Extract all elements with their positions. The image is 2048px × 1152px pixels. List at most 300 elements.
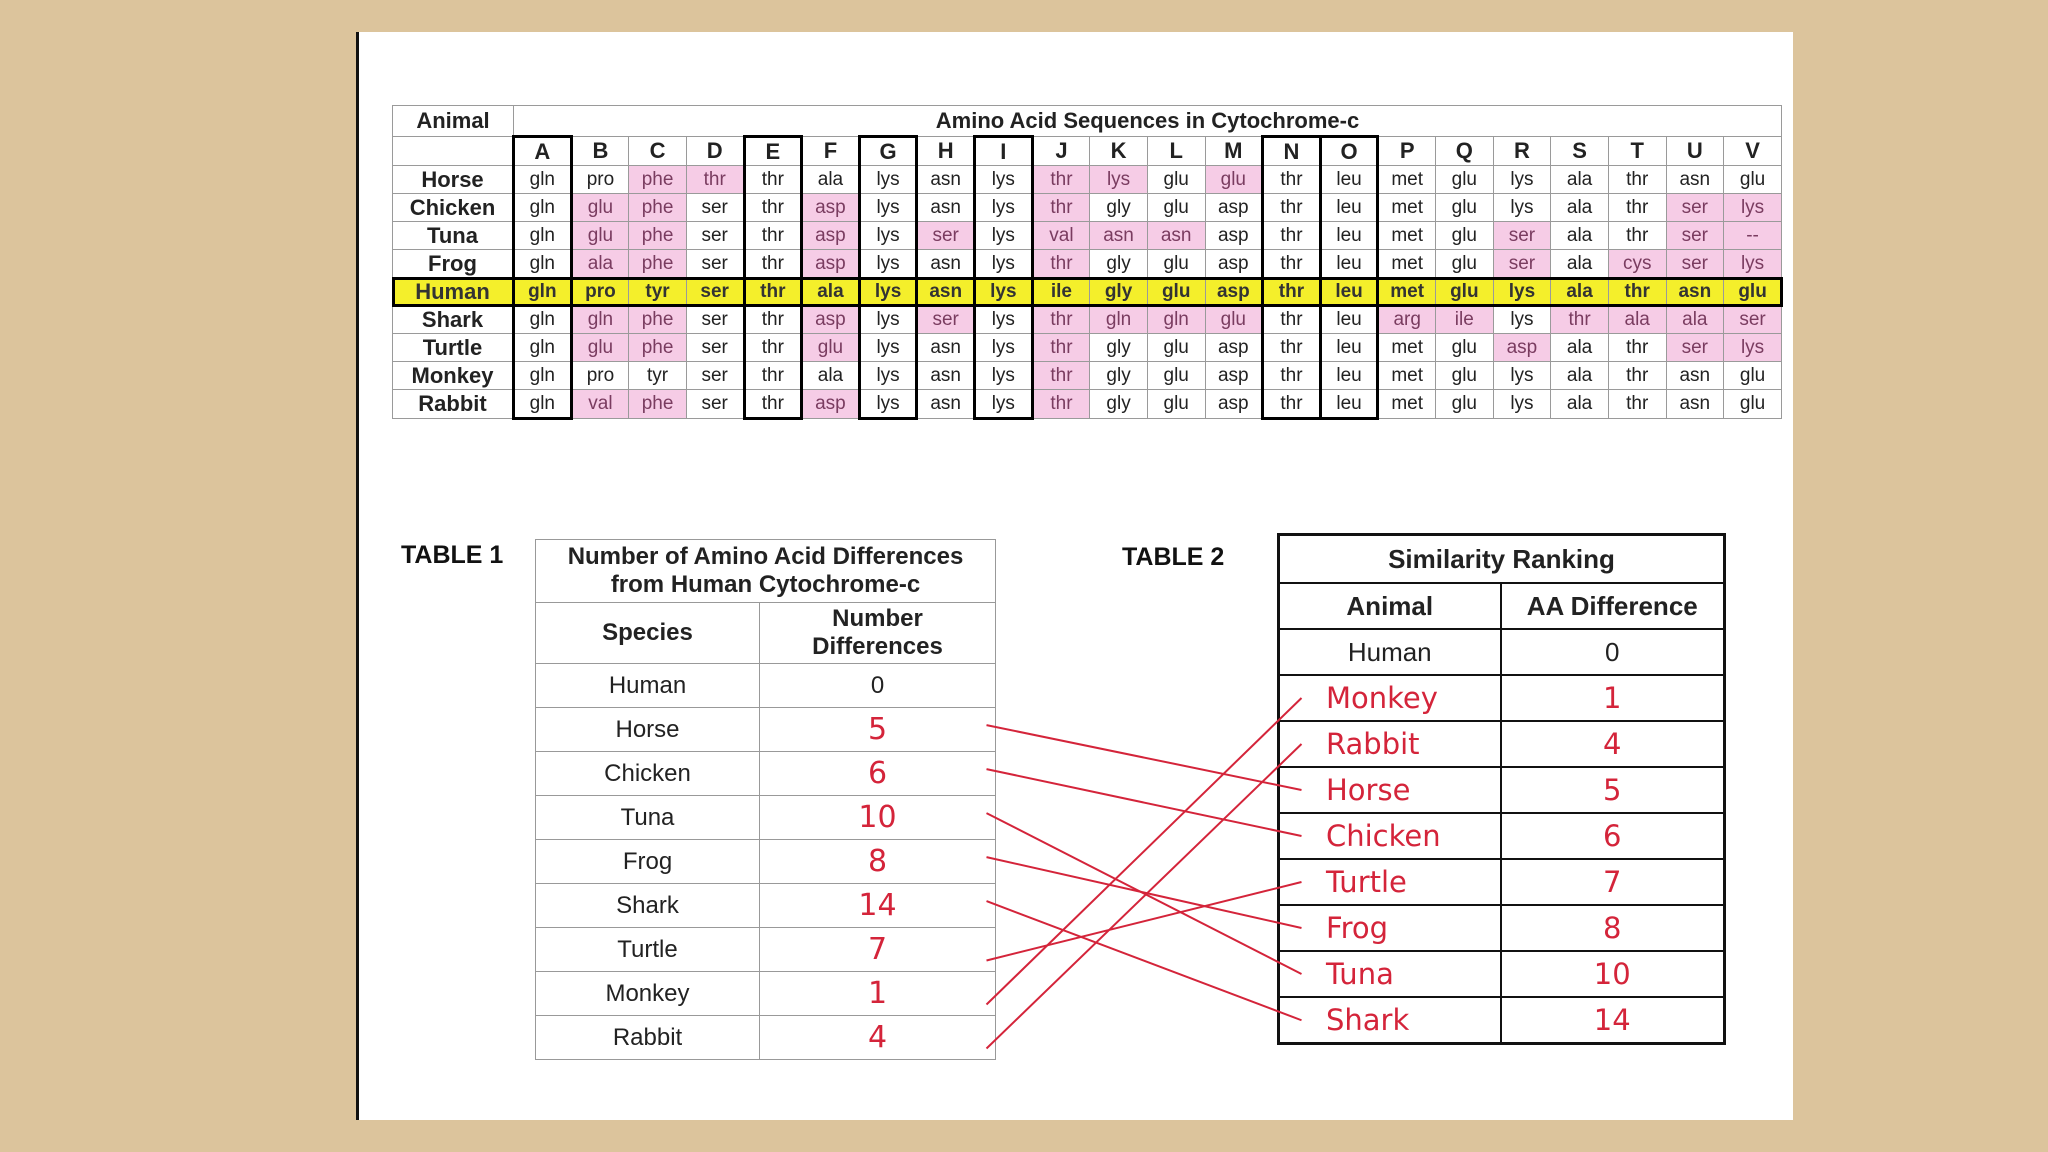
amino-acid-cell: gln bbox=[514, 306, 572, 334]
table2-row bbox=[1279, 905, 1725, 951]
table1-species: Shark bbox=[536, 884, 760, 928]
amino-acid-cell: phe bbox=[629, 390, 687, 419]
table2-similarity-ranking bbox=[1277, 533, 1726, 1045]
table2-value: 14 bbox=[1501, 997, 1725, 1044]
amino-acid-cell: -- bbox=[1724, 222, 1782, 250]
amino-acid-cell: asn bbox=[1147, 222, 1205, 250]
amino-acid-cell: asn bbox=[1666, 390, 1724, 419]
amino-acid-cell: gly bbox=[1090, 250, 1148, 278]
table1-row bbox=[536, 796, 996, 840]
table1-value: 14 bbox=[760, 884, 996, 928]
amino-acid-cell: glu bbox=[1147, 250, 1205, 278]
amino-acid-cell: gln bbox=[514, 194, 572, 222]
table2-value: 6 bbox=[1501, 813, 1725, 859]
amino-acid-cell: thr bbox=[1032, 306, 1090, 334]
amino-acid-cell: val bbox=[571, 390, 629, 419]
amino-acid-cell: glu bbox=[571, 222, 629, 250]
column-letter-r: R bbox=[1493, 137, 1551, 166]
amino-acid-cell: lys bbox=[859, 166, 917, 194]
column-letter-a: A bbox=[514, 137, 572, 166]
table2-animal: Human bbox=[1279, 629, 1501, 675]
amino-acid-cell: ser bbox=[686, 362, 744, 390]
amino-acid-cell: lys bbox=[859, 390, 917, 419]
column-letter-i: I bbox=[975, 137, 1033, 166]
amino-acid-cell: ser bbox=[686, 222, 744, 250]
amino-acid-cell: thr bbox=[744, 250, 802, 278]
amino-acid-cell: glu bbox=[1147, 166, 1205, 194]
amino-acid-cell: glu bbox=[1147, 194, 1205, 222]
amino-acid-cell: ser bbox=[686, 278, 744, 306]
amino-acid-cell: lys bbox=[1724, 250, 1782, 278]
table1-value: 10 bbox=[760, 796, 996, 840]
table2-row bbox=[1279, 951, 1725, 997]
amino-acid-cell: thr bbox=[1032, 166, 1090, 194]
amino-acid-cell: glu bbox=[1436, 334, 1494, 362]
sequence-row-frog bbox=[393, 250, 1782, 278]
table2-animal: Chicken bbox=[1279, 813, 1501, 859]
table2-value: 0 bbox=[1501, 629, 1725, 675]
table1-species: Monkey bbox=[536, 972, 760, 1016]
amino-acid-cell: thr bbox=[744, 362, 802, 390]
amino-acid-cell: glu bbox=[571, 334, 629, 362]
amino-acid-cell: met bbox=[1378, 278, 1436, 306]
amino-acid-cell: lys bbox=[975, 250, 1033, 278]
table1-species: Frog bbox=[536, 840, 760, 884]
column-letter-c: C bbox=[629, 137, 687, 166]
letter-row-blank bbox=[393, 137, 514, 166]
amino-acid-cell: thr bbox=[744, 334, 802, 362]
match-line-horse bbox=[987, 725, 1302, 790]
amino-acid-cell: glu bbox=[571, 194, 629, 222]
amino-acid-cell: ser bbox=[1666, 194, 1724, 222]
table1-number-header-line1: Number bbox=[832, 605, 923, 632]
amino-acid-cell: lys bbox=[975, 166, 1033, 194]
column-letter-p: P bbox=[1378, 137, 1436, 166]
amino-acid-cell: ile bbox=[1032, 278, 1090, 306]
table2-value: 8 bbox=[1501, 905, 1725, 951]
amino-acid-cell: lys bbox=[859, 250, 917, 278]
amino-acid-cell: asn bbox=[917, 194, 975, 222]
amino-acid-cell: ser bbox=[917, 306, 975, 334]
amino-acid-cell: asp bbox=[802, 194, 860, 222]
amino-acid-cell: gln bbox=[1147, 306, 1205, 334]
column-letter-f: F bbox=[802, 137, 860, 166]
amino-acid-cell: leu bbox=[1320, 194, 1378, 222]
amino-acid-cell: met bbox=[1378, 390, 1436, 419]
amino-acid-cell: glu bbox=[1147, 390, 1205, 419]
amino-acid-cell: lys bbox=[859, 222, 917, 250]
amino-acid-cell: val bbox=[1032, 222, 1090, 250]
table2-row bbox=[1279, 629, 1725, 675]
amino-acid-cell: thr bbox=[1608, 362, 1666, 390]
amino-acid-cell: tyr bbox=[629, 362, 687, 390]
amino-acid-cell: leu bbox=[1320, 278, 1378, 306]
amino-acid-cell: cys bbox=[1608, 250, 1666, 278]
amino-acid-cell: glu bbox=[1205, 166, 1263, 194]
table2-animal-header: Animal bbox=[1279, 583, 1501, 629]
table2-value: 5 bbox=[1501, 767, 1725, 813]
amino-acid-cell: glu bbox=[1436, 250, 1494, 278]
amino-acid-cell: thr bbox=[744, 390, 802, 419]
table2-title: Similarity Ranking bbox=[1279, 535, 1725, 584]
amino-acid-cell: met bbox=[1378, 362, 1436, 390]
sequence-row-horse bbox=[393, 166, 1782, 194]
table2-animal: Horse bbox=[1279, 767, 1501, 813]
amino-acid-cell: asp bbox=[1205, 194, 1263, 222]
amino-acid-cell: thr bbox=[744, 222, 802, 250]
table2-value: 4 bbox=[1501, 721, 1725, 767]
amino-acid-cell: glu bbox=[1436, 166, 1494, 194]
table2-row bbox=[1279, 813, 1725, 859]
match-line-tuna bbox=[987, 813, 1302, 974]
amino-acid-cell: ser bbox=[1666, 334, 1724, 362]
animal-name: Tuna bbox=[393, 222, 514, 250]
amino-acid-cell: ala bbox=[1551, 334, 1609, 362]
table1-title bbox=[536, 540, 996, 603]
amino-acid-cell: lys bbox=[975, 194, 1033, 222]
amino-acid-cell: asn bbox=[917, 166, 975, 194]
table1-row bbox=[536, 664, 996, 708]
animal-name: Human bbox=[393, 278, 514, 306]
amino-acid-sequence-table bbox=[392, 105, 1782, 420]
table1-number-header bbox=[760, 603, 996, 664]
amino-acid-cell: glu bbox=[1205, 306, 1263, 334]
amino-acid-cell: ser bbox=[686, 250, 744, 278]
amino-acid-cell: ser bbox=[1493, 250, 1551, 278]
table1-row bbox=[536, 972, 996, 1016]
amino-acid-cell: glu bbox=[1436, 390, 1494, 419]
amino-acid-cell: asn bbox=[917, 278, 975, 306]
sequence-row-tuna bbox=[393, 222, 1782, 250]
amino-acid-cell: thr bbox=[1608, 390, 1666, 419]
amino-acid-cell: thr bbox=[686, 166, 744, 194]
amino-acid-cell: glu bbox=[802, 334, 860, 362]
amino-acid-cell: glu bbox=[1724, 390, 1782, 419]
table1-differences bbox=[535, 539, 996, 1060]
amino-acid-cell: leu bbox=[1320, 390, 1378, 419]
animal-name: Frog bbox=[393, 250, 514, 278]
amino-acid-cell: asp bbox=[802, 250, 860, 278]
amino-acid-cell: ala bbox=[1551, 278, 1609, 306]
amino-acid-cell: asn bbox=[917, 362, 975, 390]
table1-value: 5 bbox=[760, 708, 996, 752]
table1-species: Turtle bbox=[536, 928, 760, 972]
table1-title-line1: Number of Amino Acid Differences bbox=[567, 543, 964, 570]
amino-acid-cell: pro bbox=[571, 362, 629, 390]
table2-row bbox=[1279, 997, 1725, 1044]
amino-acid-cell: ala bbox=[802, 166, 860, 194]
amino-acid-cell: thr bbox=[1608, 278, 1666, 306]
table1-title-line2: from Human Cytochrome-c bbox=[610, 571, 921, 598]
amino-acid-cell: leu bbox=[1320, 306, 1378, 334]
amino-acid-cell: glu bbox=[1436, 222, 1494, 250]
amino-acid-cell: leu bbox=[1320, 250, 1378, 278]
amino-acid-cell: ser bbox=[686, 390, 744, 419]
amino-acid-cell: phe bbox=[629, 194, 687, 222]
table2-animal: Monkey bbox=[1279, 675, 1501, 721]
amino-acid-cell: lys bbox=[975, 390, 1033, 419]
amino-acid-cell: lys bbox=[859, 362, 917, 390]
amino-acid-cell: ser bbox=[1724, 306, 1782, 334]
column-letter-q: Q bbox=[1436, 137, 1494, 166]
amino-acid-cell: ser bbox=[1666, 250, 1724, 278]
column-letter-v: V bbox=[1724, 137, 1782, 166]
column-letter-j: J bbox=[1032, 137, 1090, 166]
amino-acid-cell: thr bbox=[1032, 334, 1090, 362]
amino-acid-cell: gln bbox=[1090, 306, 1148, 334]
amino-acid-cell: lys bbox=[975, 222, 1033, 250]
table1-value: 6 bbox=[760, 752, 996, 796]
amino-acid-cell: leu bbox=[1320, 362, 1378, 390]
table1-species: Human bbox=[536, 664, 760, 708]
amino-acid-cell: gln bbox=[514, 222, 572, 250]
table2-label: TABLE 2 bbox=[1122, 543, 1225, 571]
amino-acid-cell: lys bbox=[1493, 166, 1551, 194]
sequence-row-monkey bbox=[393, 362, 1782, 390]
amino-acid-cell: asp bbox=[1205, 278, 1263, 306]
amino-acid-cell: lys bbox=[975, 362, 1033, 390]
amino-acid-cell: thr bbox=[1263, 194, 1321, 222]
animal-name: Shark bbox=[393, 306, 514, 334]
amino-acid-cell: tyr bbox=[629, 278, 687, 306]
amino-acid-cell: asn bbox=[917, 334, 975, 362]
table1-row bbox=[536, 708, 996, 752]
amino-acid-cell: glu bbox=[1147, 334, 1205, 362]
amino-acid-cell: ser bbox=[917, 222, 975, 250]
amino-acid-cell: lys bbox=[1724, 194, 1782, 222]
amino-acid-cell: met bbox=[1378, 250, 1436, 278]
table1-value: 8 bbox=[760, 840, 996, 884]
amino-acid-cell: glu bbox=[1436, 362, 1494, 390]
table1-species: Tuna bbox=[536, 796, 760, 840]
table2-row bbox=[1279, 767, 1725, 813]
amino-acid-cell: ser bbox=[1666, 222, 1724, 250]
amino-acid-cell: pro bbox=[571, 278, 629, 306]
amino-acid-cell: asn bbox=[1090, 222, 1148, 250]
amino-acid-cell: leu bbox=[1320, 334, 1378, 362]
column-letter-h: H bbox=[917, 137, 975, 166]
sequence-table-title: Amino Acid Sequences in Cytochrome-c bbox=[514, 106, 1782, 137]
amino-acid-cell: lys bbox=[975, 306, 1033, 334]
column-letter-b: B bbox=[571, 137, 629, 166]
sequence-row-chicken bbox=[393, 194, 1782, 222]
sequence-row-turtle bbox=[393, 334, 1782, 362]
amino-acid-cell: ala bbox=[1551, 222, 1609, 250]
amino-acid-cell: lys bbox=[1493, 362, 1551, 390]
amino-acid-cell: gly bbox=[1090, 334, 1148, 362]
amino-acid-cell: ser bbox=[1493, 222, 1551, 250]
amino-acid-cell: gln bbox=[571, 306, 629, 334]
match-line-turtle bbox=[987, 882, 1302, 961]
table2-animal: Rabbit bbox=[1279, 721, 1501, 767]
amino-acid-cell: thr bbox=[1608, 194, 1666, 222]
amino-acid-cell: ala bbox=[1551, 250, 1609, 278]
column-letter-l: L bbox=[1147, 137, 1205, 166]
table1-row bbox=[536, 840, 996, 884]
amino-acid-cell: asp bbox=[1205, 390, 1263, 419]
sequence-row-shark bbox=[393, 306, 1782, 334]
animal-name: Rabbit bbox=[393, 390, 514, 419]
table2-animal: Shark bbox=[1279, 997, 1501, 1044]
amino-acid-cell: asn bbox=[1666, 278, 1724, 306]
amino-acid-cell: met bbox=[1378, 334, 1436, 362]
table1-row bbox=[536, 928, 996, 972]
amino-acid-cell: thr bbox=[1263, 250, 1321, 278]
column-letter-s: S bbox=[1551, 137, 1609, 166]
amino-acid-cell: glu bbox=[1436, 194, 1494, 222]
amino-acid-cell: phe bbox=[629, 166, 687, 194]
amino-acid-cell: leu bbox=[1320, 166, 1378, 194]
amino-acid-cell: thr bbox=[744, 306, 802, 334]
table2-animal: Tuna bbox=[1279, 951, 1501, 997]
amino-acid-cell: asn bbox=[1666, 166, 1724, 194]
amino-acid-cell: gly bbox=[1090, 362, 1148, 390]
amino-acid-cell: glu bbox=[1147, 362, 1205, 390]
animal-name: Turtle bbox=[393, 334, 514, 362]
table2-row bbox=[1279, 721, 1725, 767]
table1-species: Chicken bbox=[536, 752, 760, 796]
table1-species-header: Species bbox=[536, 603, 760, 664]
amino-acid-cell: ala bbox=[802, 362, 860, 390]
table1-row bbox=[536, 752, 996, 796]
amino-acid-cell: ala bbox=[1608, 306, 1666, 334]
match-line-frog bbox=[987, 857, 1302, 928]
amino-acid-cell: gln bbox=[514, 166, 572, 194]
amino-acid-cell: lys bbox=[975, 278, 1033, 306]
table1-value: 7 bbox=[760, 928, 996, 972]
column-letter-g: G bbox=[859, 137, 917, 166]
amino-acid-cell: asp bbox=[802, 222, 860, 250]
amino-acid-cell: thr bbox=[1263, 222, 1321, 250]
amino-acid-cell: thr bbox=[1263, 390, 1321, 419]
amino-acid-cell: thr bbox=[1032, 250, 1090, 278]
amino-acid-cell: leu bbox=[1320, 222, 1378, 250]
amino-acid-cell: lys bbox=[859, 334, 917, 362]
amino-acid-cell: thr bbox=[744, 194, 802, 222]
column-letter-n: N bbox=[1263, 137, 1321, 166]
amino-acid-cell: glu bbox=[1436, 278, 1494, 306]
table1-value: 0 bbox=[760, 664, 996, 708]
amino-acid-cell: lys bbox=[1090, 166, 1148, 194]
amino-acid-cell: thr bbox=[1263, 362, 1321, 390]
amino-acid-cell: gln bbox=[514, 390, 572, 419]
amino-acid-cell: asp bbox=[1493, 334, 1551, 362]
amino-acid-cell: thr bbox=[1551, 306, 1609, 334]
amino-acid-cell: ala bbox=[802, 278, 860, 306]
amino-acid-cell: ala bbox=[571, 250, 629, 278]
amino-acid-cell: met bbox=[1378, 222, 1436, 250]
amino-acid-cell: ser bbox=[686, 194, 744, 222]
amino-acid-cell: asp bbox=[802, 390, 860, 419]
amino-acid-cell: ala bbox=[1666, 306, 1724, 334]
table2-row bbox=[1279, 675, 1725, 721]
table1-species: Rabbit bbox=[536, 1016, 760, 1060]
amino-acid-cell: gly bbox=[1090, 194, 1148, 222]
amino-acid-cell: gln bbox=[514, 250, 572, 278]
amino-acid-cell: lys bbox=[1493, 194, 1551, 222]
amino-acid-cell: asp bbox=[1205, 222, 1263, 250]
table1-number-header-line2: Differences bbox=[812, 633, 943, 660]
amino-acid-cell: asn bbox=[1666, 362, 1724, 390]
match-line-rabbit bbox=[987, 744, 1302, 1049]
amino-acid-cell: lys bbox=[1724, 334, 1782, 362]
table2-diff-header: AA Difference bbox=[1501, 583, 1725, 629]
table1-value: 1 bbox=[760, 972, 996, 1016]
amino-acid-cell: lys bbox=[859, 278, 917, 306]
amino-acid-cell: ile bbox=[1436, 306, 1494, 334]
amino-acid-cell: ser bbox=[686, 306, 744, 334]
amino-acid-cell: glu bbox=[1147, 278, 1205, 306]
slide bbox=[356, 32, 1793, 1120]
sequence-row-rabbit bbox=[393, 390, 1782, 419]
column-letter-t: T bbox=[1608, 137, 1666, 166]
animal-header: Animal bbox=[393, 106, 514, 137]
amino-acid-cell: asp bbox=[1205, 334, 1263, 362]
table2-row bbox=[1279, 859, 1725, 905]
amino-acid-cell: phe bbox=[629, 334, 687, 362]
amino-acid-cell: lys bbox=[1493, 306, 1551, 334]
amino-acid-cell: thr bbox=[1608, 334, 1666, 362]
animal-name: Chicken bbox=[393, 194, 514, 222]
animal-name: Monkey bbox=[393, 362, 514, 390]
column-letter-o: O bbox=[1320, 137, 1378, 166]
table2-animal: Turtle bbox=[1279, 859, 1501, 905]
column-letter-d: D bbox=[686, 137, 744, 166]
match-line-chicken bbox=[987, 769, 1302, 836]
table2-value: 1 bbox=[1501, 675, 1725, 721]
amino-acid-cell: lys bbox=[1493, 278, 1551, 306]
amino-acid-cell: ser bbox=[686, 334, 744, 362]
match-line-monkey bbox=[987, 698, 1302, 1005]
table1-value: 4 bbox=[760, 1016, 996, 1060]
table1-row bbox=[536, 884, 996, 928]
amino-acid-cell: asn bbox=[917, 390, 975, 419]
column-letter-m: M bbox=[1205, 137, 1263, 166]
amino-acid-cell: glu bbox=[1724, 278, 1782, 306]
animal-name: Horse bbox=[393, 166, 514, 194]
column-letter-e: E bbox=[744, 137, 802, 166]
amino-acid-cell: thr bbox=[1608, 166, 1666, 194]
sequence-row-human bbox=[393, 278, 1782, 306]
amino-acid-cell: ala bbox=[1551, 390, 1609, 419]
amino-acid-cell: lys bbox=[1493, 390, 1551, 419]
amino-acid-cell: ala bbox=[1551, 194, 1609, 222]
amino-acid-cell: phe bbox=[629, 306, 687, 334]
amino-acid-cell: thr bbox=[1263, 278, 1321, 306]
amino-acid-cell: asn bbox=[917, 250, 975, 278]
amino-acid-cell: asp bbox=[802, 306, 860, 334]
amino-acid-cell: thr bbox=[1608, 222, 1666, 250]
amino-acid-cell: asp bbox=[1205, 250, 1263, 278]
amino-acid-cell: arg bbox=[1378, 306, 1436, 334]
table2-value: 10 bbox=[1501, 951, 1725, 997]
table1-species: Horse bbox=[536, 708, 760, 752]
amino-acid-cell: thr bbox=[1032, 194, 1090, 222]
amino-acid-cell: thr bbox=[1032, 362, 1090, 390]
amino-acid-cell: thr bbox=[1263, 166, 1321, 194]
amino-acid-cell: gly bbox=[1090, 390, 1148, 419]
amino-acid-cell: gln bbox=[514, 362, 572, 390]
amino-acid-cell: ala bbox=[1551, 166, 1609, 194]
amino-acid-cell: asp bbox=[1205, 362, 1263, 390]
column-letter-u: U bbox=[1666, 137, 1724, 166]
amino-acid-cell: lys bbox=[975, 334, 1033, 362]
amino-acid-cell: glu bbox=[1724, 362, 1782, 390]
amino-acid-cell: met bbox=[1378, 194, 1436, 222]
amino-acid-cell: phe bbox=[629, 222, 687, 250]
amino-acid-cell: thr bbox=[1263, 334, 1321, 362]
table2-animal: Frog bbox=[1279, 905, 1501, 951]
